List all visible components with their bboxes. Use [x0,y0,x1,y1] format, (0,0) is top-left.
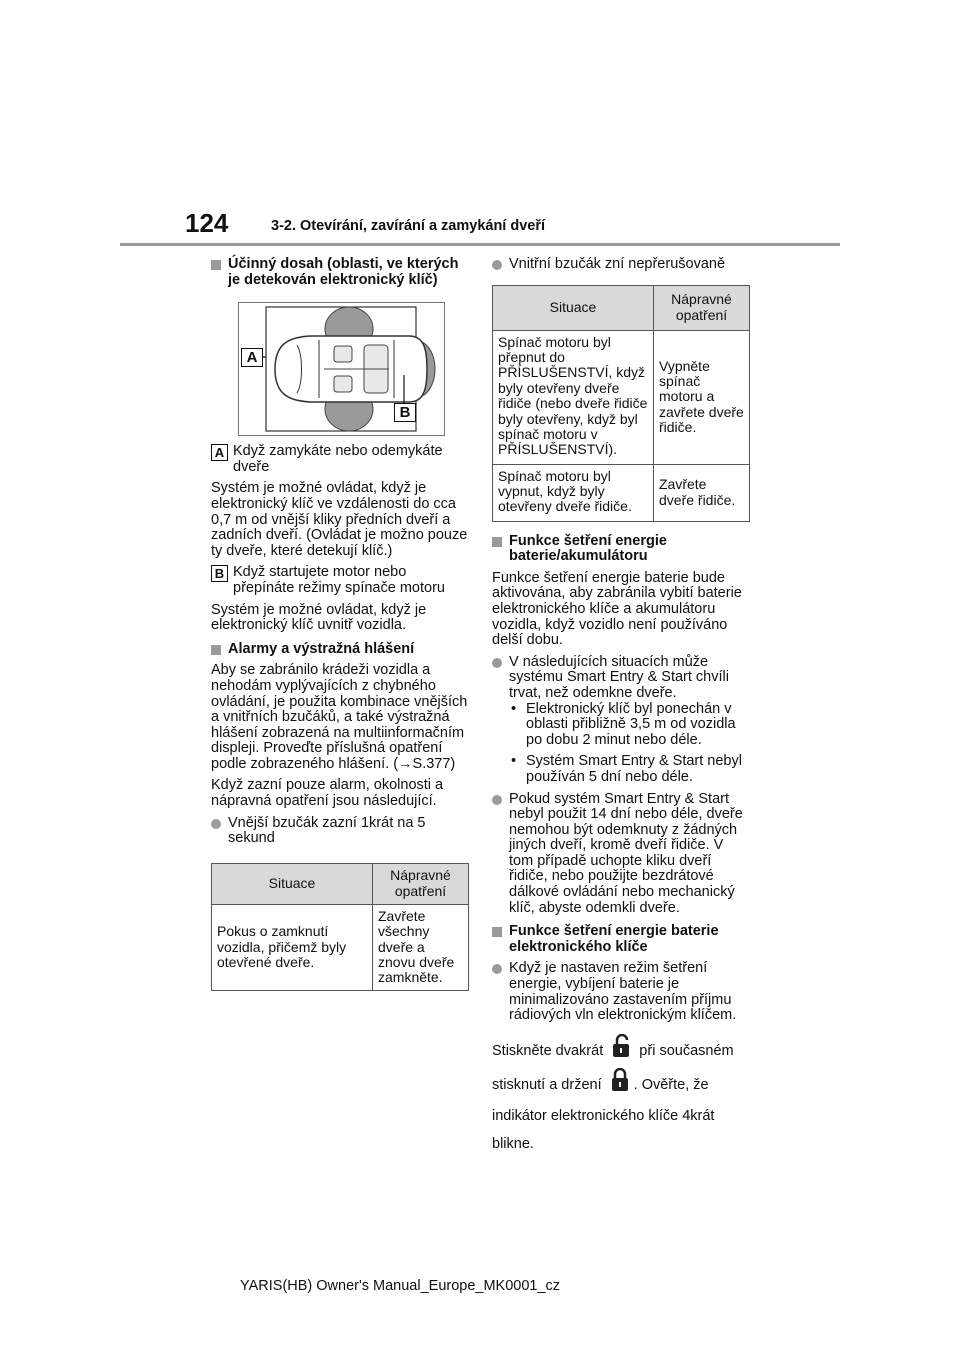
header-rule [120,243,840,246]
item-a: A Když zamykáte nebo odemykáte dveře [211,444,469,475]
instruction-line-2: stisknutí a držení . Ověřte, že indikátor elektronického klíče 4krát blikne. [492,1068,750,1158]
para-b: Systém je možné ovládat, když je elektronický klíč uvnitř vozidla. [211,601,427,634]
lock-icon [610,1068,630,1102]
round-bullet-icon [492,260,502,270]
footer-text: YARIS(HB) Owner's Manual_Europe_MK0001_cz [240,1278,561,1294]
bullet-external-buzzer: Vnější bzučák zazní 1krát na 5 sekund [211,816,469,847]
bullet-saving-mode: Když je nastaven režim šetření energie, vybíjení baterie je minimalizováno zastavením příjmu rádiových vln elektronickým klíčem. [492,961,750,1023]
square-bullet-icon [211,645,221,655]
para-battery: Funkce šetření energie baterie bude aktivována, aby zabránila vybití baterie elektronického klíče a akumulátoru vozidla, když vozidlo není používáno delší dobu. [492,569,742,649]
page-number: 124 [185,208,229,238]
sub-item-2: • Systém Smart Entry & Start nebyl používán 5 dní nebo déle. [511,753,742,785]
diagram-label-a: A [241,348,263,367]
col-header-opatreni: Nápravné opatření [373,863,469,904]
heading-range: Účinný dosah (oblasti, ve kterých je detekován elektronický klíč) [211,257,469,288]
section-title: 3-2. Otevírání, zavírání a zamykání dveří [271,218,546,234]
square-bullet-icon [492,537,502,547]
table-row [493,330,750,464]
tag-a: A [211,444,228,461]
bullet-internal-buzzer: Vnitřní bzučák zní nepřerušovaně [492,257,750,273]
left-column [211,257,469,991]
tag-b: B [211,565,228,582]
heading-alarms: Alarmy a výstražná hlášení [211,642,469,658]
cell-opatreni: Zavřete dveře řidiče. [654,464,750,521]
round-bullet-icon [211,819,221,829]
para-d: Když zazní pouze alarm, okolnosti a nápravná opatření jsou následující. [211,777,444,810]
cell-opatreni: Vypněte spínač motoru a zavřete dveře řidiče. [654,330,750,464]
round-bullet-icon [492,795,502,805]
heading-key-battery: Funkce šetření energie baterie elektronického klíče [492,924,750,955]
car-range-diagram [238,302,445,436]
heading-battery-saving: Funkce šetření energie baterie/akumulátoru [492,534,750,565]
round-bullet-icon [492,658,502,668]
table-external [211,863,469,991]
table-row [212,904,469,990]
square-bullet-icon [492,927,502,937]
item-b: B Když startujete motor nebo přepínáte režimy spínače motoru [211,565,469,596]
para-a: Systém je možné ovládat, když je elektronický klíč ve vzdálenosti do cca 0,7 m od vnější kliky předních dveří a zadních dveří. (Ovládat je možno pouze ty dveře, které detekují klíč.) [211,480,468,559]
col-header-situace: Situace [493,285,654,330]
round-bullet-icon [492,964,502,974]
unlock-icon [611,1034,631,1068]
col-header-situace: Situace [212,863,373,904]
cell-situace: Spínač motoru byl přepnut do PŘÍSLUŠENSTVÍ, když byly otevřeny dveře řidiče (nebo dveře řidiče byly otevřeny, když byl spínač motoru v PŘÍSLUŠENSTVÍ). [493,330,654,464]
bullet-situations: V následujících situacích může systému Smart Entry & Start chvíli trvat, než odemkne dveře. [492,655,750,702]
bullet-14-days: Pokud systém Smart Entry & Start nebyl použit 14 dní nebo déle, dveře nemohou být odemknuty z žádných jiných dveří, kromě dveří řidiče. V tom případě uchopte kliku dveří řidiče, nebo použijte bezdrátové dálkové ovládání nebo mechanický klíč, abyste odemkli dveře. [492,792,750,917]
diagram-label-b: B [394,403,416,422]
col-header-opatreni: Nápravné opatření [654,285,750,330]
table-internal [492,285,750,522]
para-c: Aby se zabránilo krádeži vozidla a nehodám vyplývajících z chybného ovládání, je použita kombinace vnějších a vnitřních bzučáků, a také výstražná hlášení zobrazená na multiinformačním displeji. Proveďte příslušná opatření podle zobrazeného hlášení. (→S.377) [211,662,468,772]
cell-situace: Pokus o zamknutí vozidla, přičemž byly otevřené dveře. [212,904,373,990]
right-column [492,257,750,1158]
sub-item-1: • Elektronický klíč byl ponechán v oblasti přibližně 3,5 m od vozidla po dobu 2 minut nebo déle. [511,700,736,748]
table-row [493,464,750,521]
cell-opatreni: Zavřete všechny dveře a znovu dveře zamkněte. [373,904,469,990]
instruction-line-1: Stiskněte dvakrát při současném [492,1034,750,1068]
square-bullet-icon [211,260,221,270]
cell-situace: Spínač motoru byl vypnut, když byly otevřeny dveře řidiče. [493,464,654,521]
